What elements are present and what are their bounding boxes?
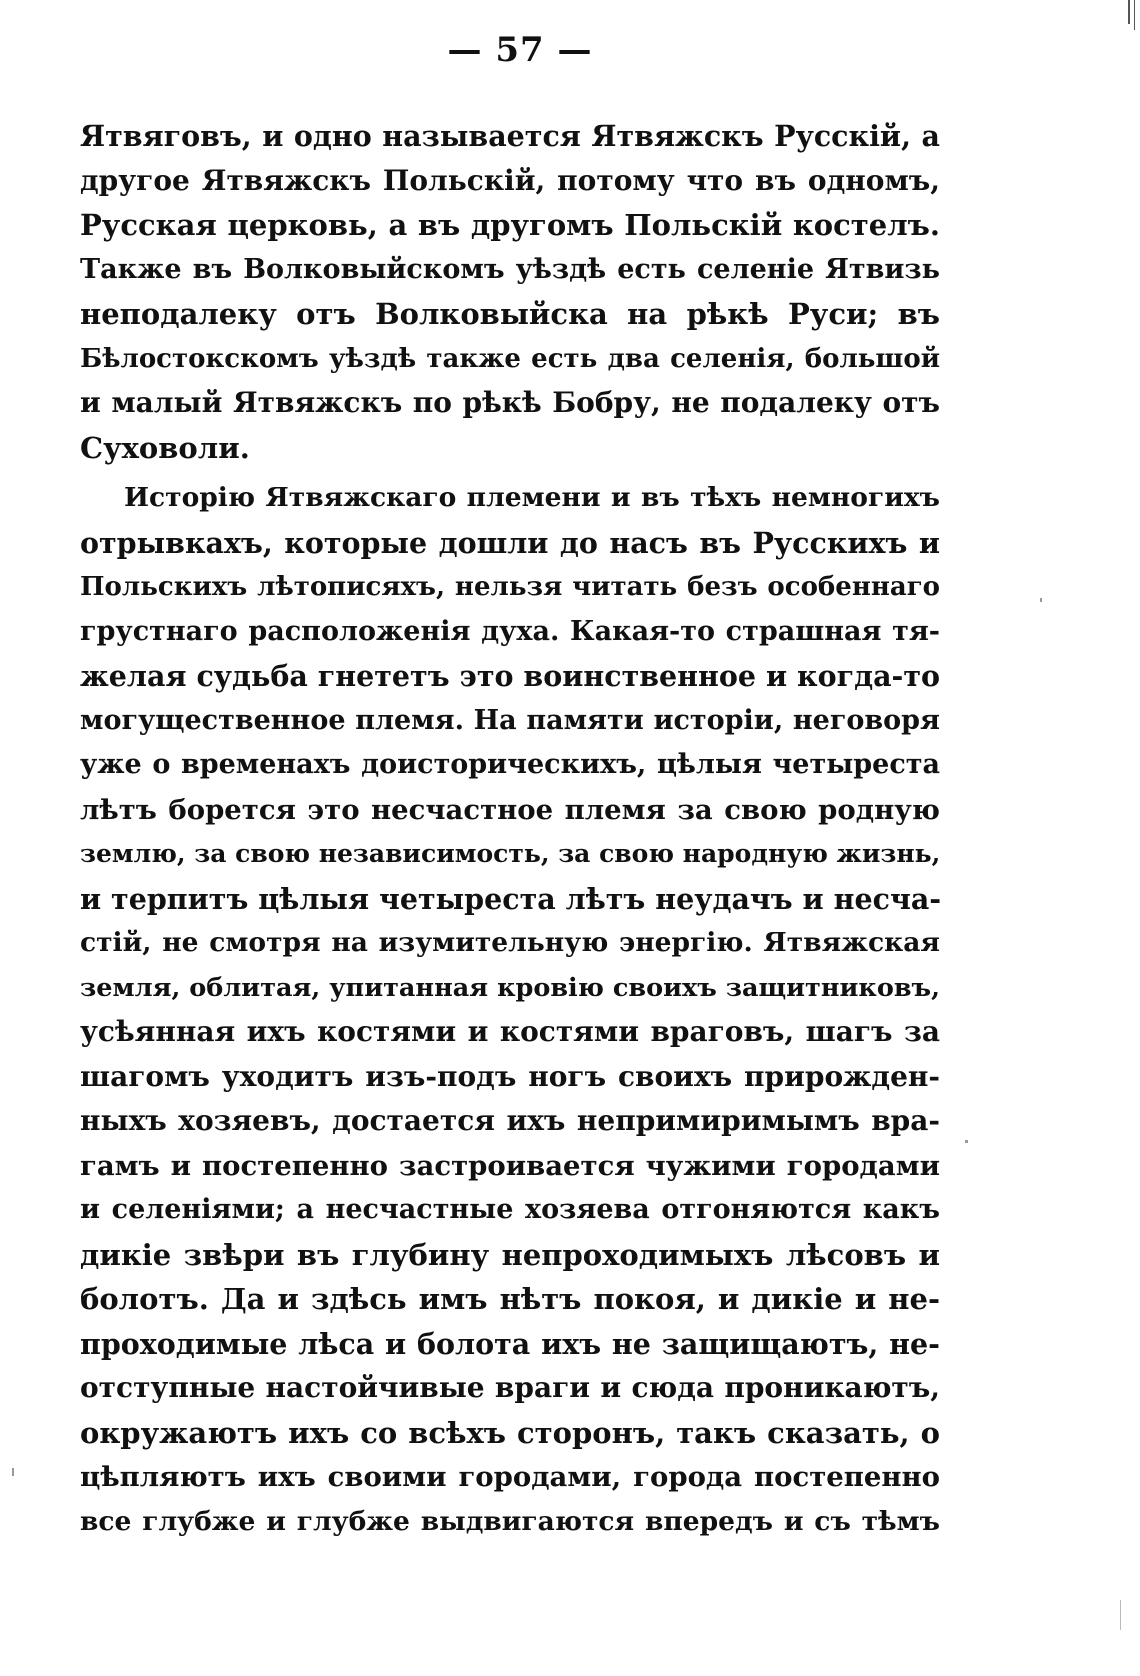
text-line: могущественное племя. На памяти исторіи, неговоря [80, 704, 940, 736]
text-line: отрывкахъ, которые дошли до насъ въ Русскихъ и [80, 525, 940, 560]
text-line: болотъ. Да и здѣсь имъ нѣтъ покоя, и дикіе и не- [80, 1282, 940, 1316]
scan-dot [1040, 598, 1042, 602]
scan-dot [965, 1140, 968, 1143]
text-line: Исторію Ятвяжскаго племени и въ тѣхъ немногихъ [124, 482, 940, 513]
scan-edge-mark [1120, 1600, 1121, 1630]
text-line: и малый Ятвяжскъ по рѣкѣ Бобру, не подалеку отъ [80, 386, 940, 419]
text-line: и терпитъ цѣлыя четыреста лѣтъ неудачъ и несча- [80, 881, 942, 916]
text-line: Бѣлостокскомъ уѣздѣ также есть два селенія, большой [80, 343, 940, 374]
text-line: шагомъ уходитъ изъ-подъ ногъ своихъ прирожден- [80, 1059, 940, 1093]
page-number: — 57 — [447, 30, 593, 70]
text-line: Русская церковь, а въ другомъ Польскій костелъ. [80, 208, 940, 242]
text-line: земля, облитая, упитанная кровію своихъ защитниковъ, [80, 972, 940, 1003]
text-line: Также въ Волковыйскомъ уѣздѣ есть селеніе Ятвизь [80, 253, 940, 285]
text-line: отступные настойчивые враги и сюда проникаютъ, [80, 1371, 940, 1404]
scan-edge-mark [1128, 0, 1130, 24]
text-line: проходимые лѣса и болота ихъ не защищаютъ, не- [80, 1326, 940, 1361]
scan-dot [12, 1468, 14, 1476]
text-line: землю, за свою независимость, за свою народную жизнь, [80, 839, 941, 868]
text-line: неподалеку отъ Волковыйска на рѣкѣ Руси; въ [80, 297, 940, 331]
paragraph-2 [80, 476, 940, 1544]
body-text [80, 114, 940, 1544]
text-line: усѣянная ихъ костями и костями враговъ, шагъ за [80, 1015, 940, 1048]
text-line: Суховоли. [80, 430, 250, 465]
text-line: стій, не смотря на изумительную энергію. Ятвяжская [80, 927, 940, 958]
text-line: и селеніями; а несчастные хозяева отгоняются какъ [80, 1194, 940, 1225]
text-line: Ятвяговъ, и одно называется Ятвяжскъ Русскій, а [80, 119, 940, 153]
text-line: желая судьба гнететъ это воинственное и когда-то [80, 659, 941, 693]
text-line: уже о временахъ доисторическихъ, цѣлыя четыреста [80, 749, 940, 780]
paragraph-1 [80, 114, 940, 470]
text-line: грустнаго расположенія духа. Какая-то страшная тя- [80, 615, 940, 647]
text-line: Польскихъ лѣтописяхъ, нельзя читать безъ особеннаго [80, 572, 940, 602]
text-line: цѣпляютъ ихъ своими городами, города постепенно [80, 1461, 940, 1493]
text-line: все глубже и глубже выдвигаются впередъ и съ тѣмъ [80, 1505, 940, 1537]
scan-edge-mark [1134, 0, 1135, 30]
text-line: ныхъ хозяевъ, достается ихъ непримиримымъ вра- [80, 1104, 940, 1137]
text-line: окружаютъ ихъ со всѣхъ сторонъ, такъ сказать, о [80, 1415, 940, 1450]
text-line: гамъ и постепенно застроивается чужими городами [80, 1149, 940, 1182]
text-line: лѣтъ борется это несчастное племя за свою родную [80, 793, 940, 826]
text-line: дикіе звѣри въ глубину непроходимыхъ лѣсовъ и [80, 1237, 940, 1272]
text-line: другое Ятвяжскъ Польскій, потому что въ одномъ, [80, 163, 940, 197]
